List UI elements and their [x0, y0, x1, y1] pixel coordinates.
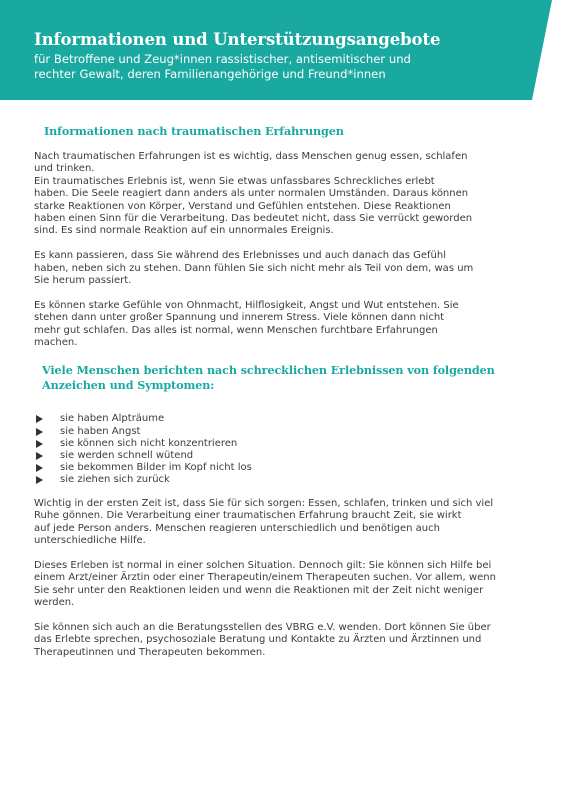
text-line: Sie können sich auch an die Beratungsstellen des VBRG e.V. wenden. Dort können Sie über: [34, 622, 491, 634]
list-item-text: sie können sich nicht konzentrieren: [60, 437, 238, 449]
triangle-right-icon: [36, 440, 43, 448]
symptom-list: [34, 413, 524, 486]
list-item: [34, 474, 524, 486]
text-line: haben, neben sich zu stehen. Dann fühlen Sie sich nicht mehr als Teil von dem, was um: [34, 262, 474, 274]
paragraph-self-care: [34, 498, 524, 548]
subtitle-line: rechter Gewalt, deren Familienangehörige und Freund*innen: [34, 67, 386, 81]
list-item: [34, 462, 524, 474]
text-line: haben einen Sinn für die Verarbeitung. Das bedeutet nicht, dass Sie verrückt geworden: [34, 213, 473, 225]
list-item: [34, 438, 524, 450]
paragraph-counseling: [34, 622, 524, 659]
triangle-right-icon: [36, 415, 43, 423]
text-line: Es kann passieren, dass Sie während des Erlebnisses und auch danach das Gefühl: [34, 250, 447, 262]
page-title: Informationen und Unterstützungsangebote: [34, 30, 441, 49]
list-item-text: sie bekommen Bilder im Kopf nicht los: [60, 461, 252, 473]
paragraph-professional-help: [34, 560, 524, 610]
text-line: mehr gut schlafen. Das alles ist normal, wenn Menschen furchtbare Erfahrungen: [34, 324, 438, 336]
paragraph-dissociation: [34, 250, 524, 287]
text-line: Ein traumatisches Erlebnis ist, wenn Sie etwas unfassbares Schreckliches erlebt: [34, 175, 435, 187]
text-line: Therapeutinnen und Therapeuten bekommen.: [34, 646, 266, 658]
list-item: [34, 450, 524, 462]
banner-shape: [0, 0, 565, 100]
text-line: werden.: [34, 597, 75, 609]
list-item: [34, 413, 524, 425]
section-heading-symptoms: [34, 363, 524, 393]
list-item: [34, 426, 524, 438]
text-line: stehen dann unter großer Spannung und innerem Stress. Viele können dann nicht: [34, 312, 445, 324]
text-line: sind. Es sind normale Reaktion auf ein unnormales Ereignis.: [34, 225, 334, 237]
triangle-right-icon: [36, 464, 43, 472]
text-line: Dieses Erleben ist normal in einer solchen Situation. Dennoch gilt: Sie können sich Hilfe bei: [34, 560, 492, 572]
text-line: Es können starke Gefühle von Ohnmacht, Hilflosigkeit, Angst und Wut entstehen. Sie: [34, 299, 459, 311]
page-subtitle: [34, 52, 474, 82]
list-item-text: sie werden schnell wütend: [60, 449, 194, 461]
paragraph-feelings: [34, 300, 524, 350]
paragraph-intro: [34, 151, 524, 238]
section-heading-trauma-info: Informationen nach traumatischen Erfahrungen: [44, 124, 344, 138]
text-line: unterschiedliche Hilfe.: [34, 535, 146, 547]
subtitle-line: für Betroffene und Zeug*innen rassistischer, antisemitischer und: [34, 52, 411, 66]
text-line: einem Arzt/einer Ärztin oder einer Therapeutin/einem Therapeuten suchen. Vor allem, wenn: [34, 572, 496, 584]
text-line: machen.: [34, 337, 78, 349]
heading-line: Anzeichen und Symptomen:: [42, 378, 215, 393]
heading-line: Viele Menschen berichten nach schrecklichen Erlebnissen von folgenden: [42, 363, 495, 378]
text-line: Sie sehr unter den Reaktionen leiden und wenn die Reaktionen mit der Zeit nicht weniger: [34, 584, 484, 596]
text-line: auf jede Person anders. Menschen reagieren unterschiedlich und benötigen auch: [34, 522, 440, 534]
list-item-text: sie ziehen sich zurück: [60, 473, 170, 485]
triangle-right-icon: [36, 452, 43, 460]
triangle-right-icon: [36, 428, 43, 436]
list-item-text: sie haben Angst: [60, 425, 141, 437]
header-banner: [0, 0, 565, 100]
text-line: haben. Die Seele reagiert dann anders als unter normalen Umständen. Daraus können: [34, 188, 469, 200]
list-item-text: sie haben Alpträume: [60, 413, 165, 425]
text-line: Wichtig in der ersten Zeit ist, dass Sie für sich sorgen: Essen, schlafen, trinken und sich viel: [34, 498, 494, 510]
document-body: [34, 124, 524, 659]
text-line: das Erlebte sprechen, psychosoziale Beratung und Kontakte zu Ärzten und Ärztinnen und: [34, 634, 482, 646]
text-line: starke Reaktionen von Körper, Verstand und Gefühlen entstehen. Diese Reaktionen: [34, 200, 451, 212]
text-line: und trinken.: [34, 163, 95, 175]
text-line: Nach traumatischen Erfahrungen ist es wichtig, dass Menschen genug essen, schlafen: [34, 151, 468, 162]
text-line: Ruhe gönnen. Die Verarbeitung einer traumatischen Erfahrung braucht Zeit, sie wirkt: [34, 510, 462, 522]
text-line: Sie herum passiert.: [34, 275, 132, 287]
triangle-right-icon: [36, 476, 43, 484]
